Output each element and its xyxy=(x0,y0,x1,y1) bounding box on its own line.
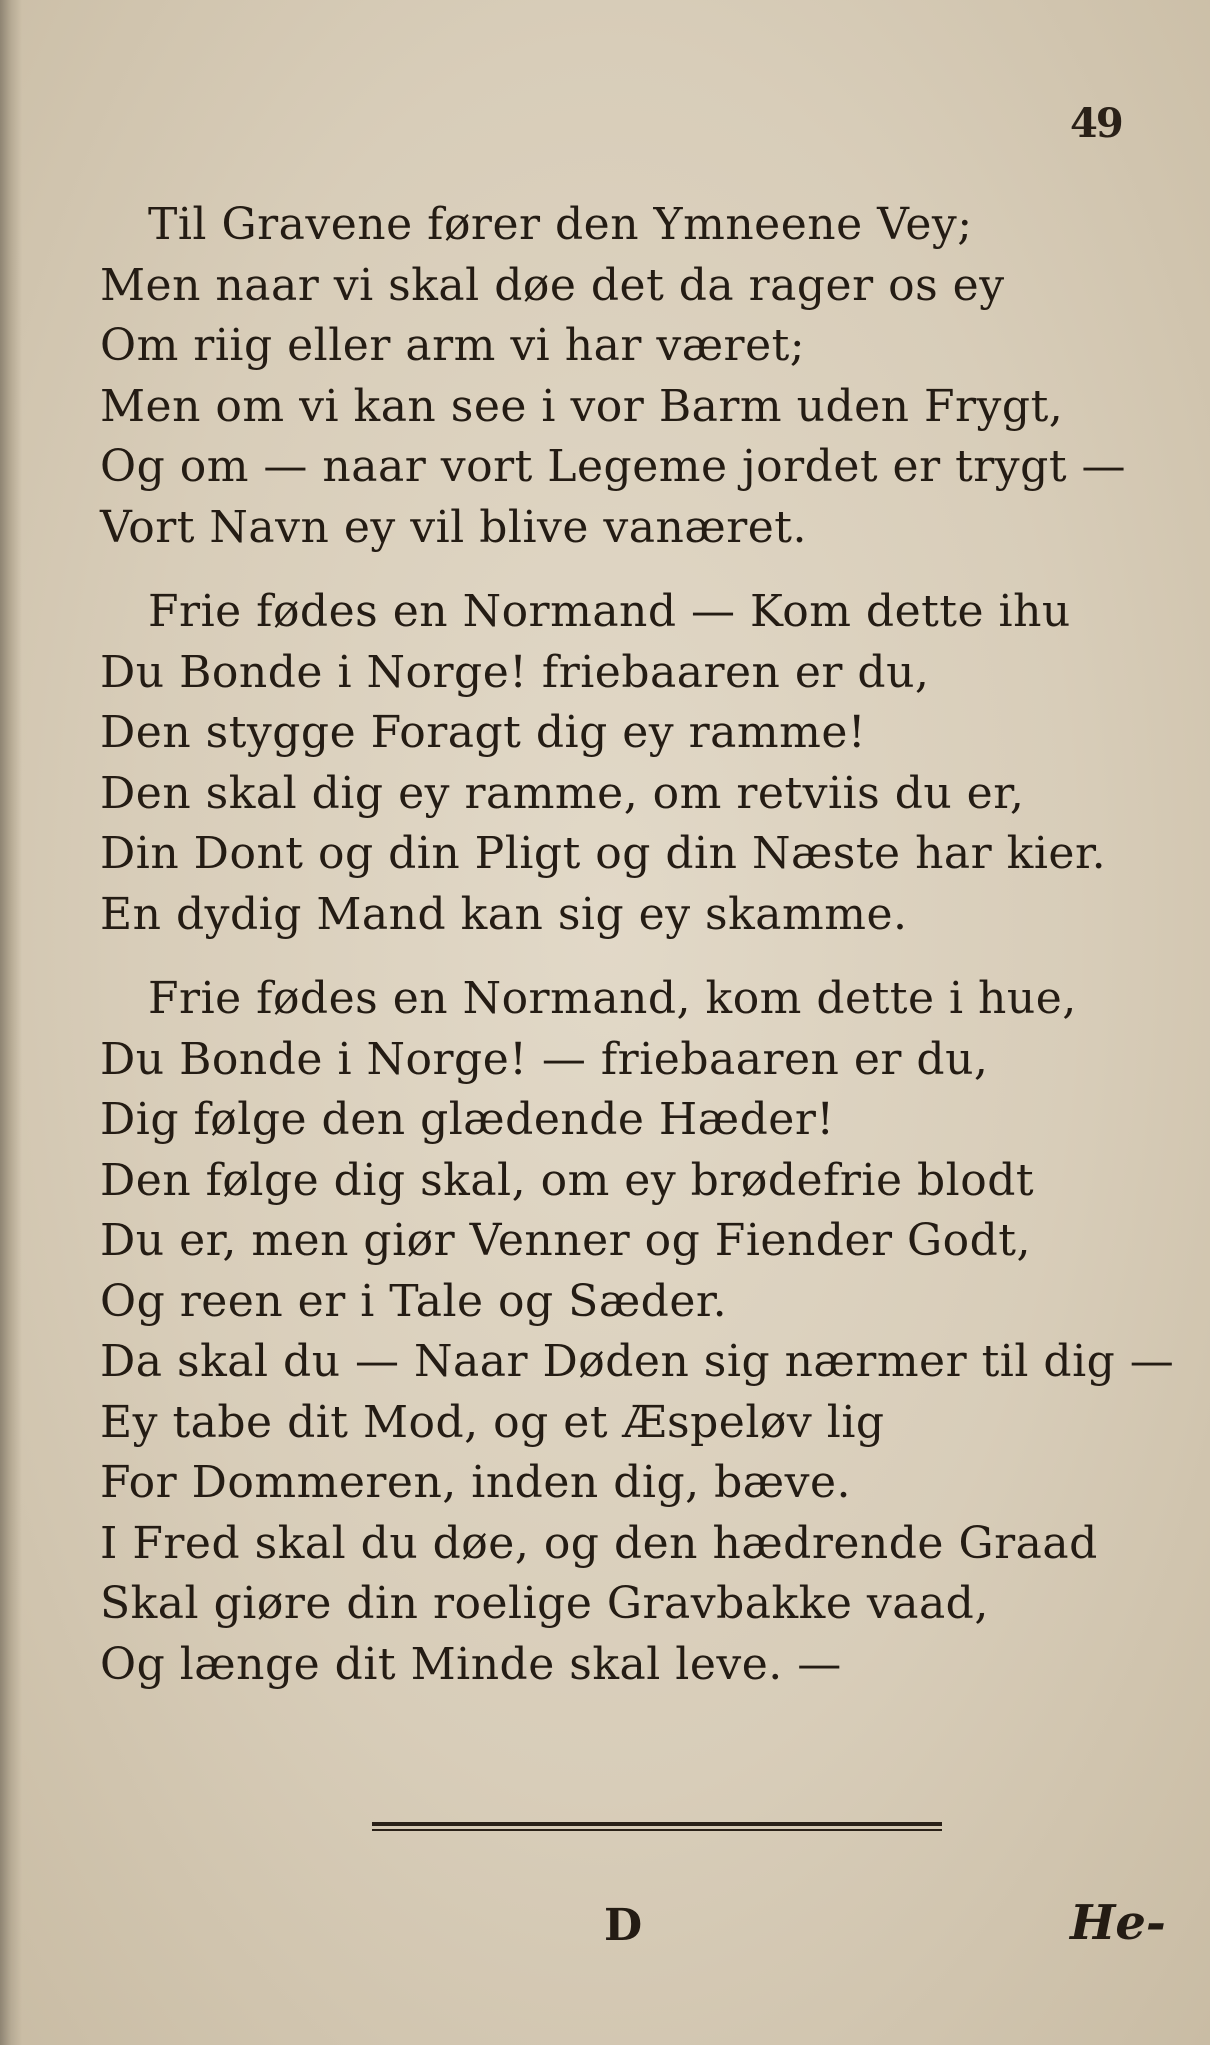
poem-line: Om riig eller arm vi har været; xyxy=(100,320,806,371)
poem-line: Og reen er i Tale og Sæder. xyxy=(100,1275,728,1327)
poem-line: Men om vi kan see i vor Barm uden Frygt, xyxy=(100,380,1064,432)
poem-line: Du er, men giør Venner og Fiender Godt, xyxy=(100,1215,1031,1266)
poem-line: Frie fødes en Normand, kom dette i hue, xyxy=(148,973,1077,1024)
poem-line: Den stygge Foragt dig ey ramme! xyxy=(100,707,867,758)
poem-line: Til Gravene fører den Ymneene Vey; xyxy=(148,199,973,250)
poem-line: For Dommeren, inden dig, bæve. xyxy=(100,1457,851,1508)
closing-rule xyxy=(372,1822,942,1826)
poem-line: Skal giøre din roelige Gravbakke vaad, xyxy=(100,1578,989,1629)
poem-line: En dydig Mand kan sig ey skamme. xyxy=(100,888,908,940)
poem-line: Og længe dit Minde skal leve. — xyxy=(100,1638,842,1690)
poem-line: Frie fødes en Normand — Kom dette ihu xyxy=(148,586,1071,637)
stanza-1 xyxy=(100,195,1126,558)
poem-line: Ey tabe dit Mod, og et Æspeløv lig xyxy=(100,1396,885,1448)
signature-mark: D xyxy=(604,1900,643,1951)
poem-line: Din Dont og din Pligt og din Næste har kier. xyxy=(100,828,1107,879)
poem-line: Du Bonde i Norge! friebaaren er du, xyxy=(100,646,930,698)
stanza-2 xyxy=(100,582,1110,945)
poem-line: Den skal dig ey ramme, om retviis du er, xyxy=(100,767,1025,819)
poem-line: Du Bonde i Norge! — friebaaren er du, xyxy=(100,1033,989,1085)
spine-shadow xyxy=(0,0,22,2045)
page-number: 49 xyxy=(1070,100,1122,147)
poem-line: Vort Navn ey vil blive vanæret. xyxy=(100,501,807,553)
poem xyxy=(100,195,1175,1695)
poem-line: Dig følge den glædende Hæder! xyxy=(100,1094,835,1145)
poem-line: Men naar vi skal døe det da rager os ey xyxy=(100,259,1005,311)
poem-line: Og om — naar vort Legeme jordet er trygt — xyxy=(100,441,1126,492)
poem-line: Da skal du — Naar Døden sig nærmer til dig — xyxy=(100,1336,1175,1387)
catchword: He- xyxy=(1070,1895,1166,1951)
poem-line: I Fred skal du døe, og den hædrende Graad xyxy=(100,1517,1098,1569)
poem-line: Den følge dig skal, om ey brødefrie blodt xyxy=(100,1154,1035,1206)
stanza-3 xyxy=(100,969,1175,1695)
